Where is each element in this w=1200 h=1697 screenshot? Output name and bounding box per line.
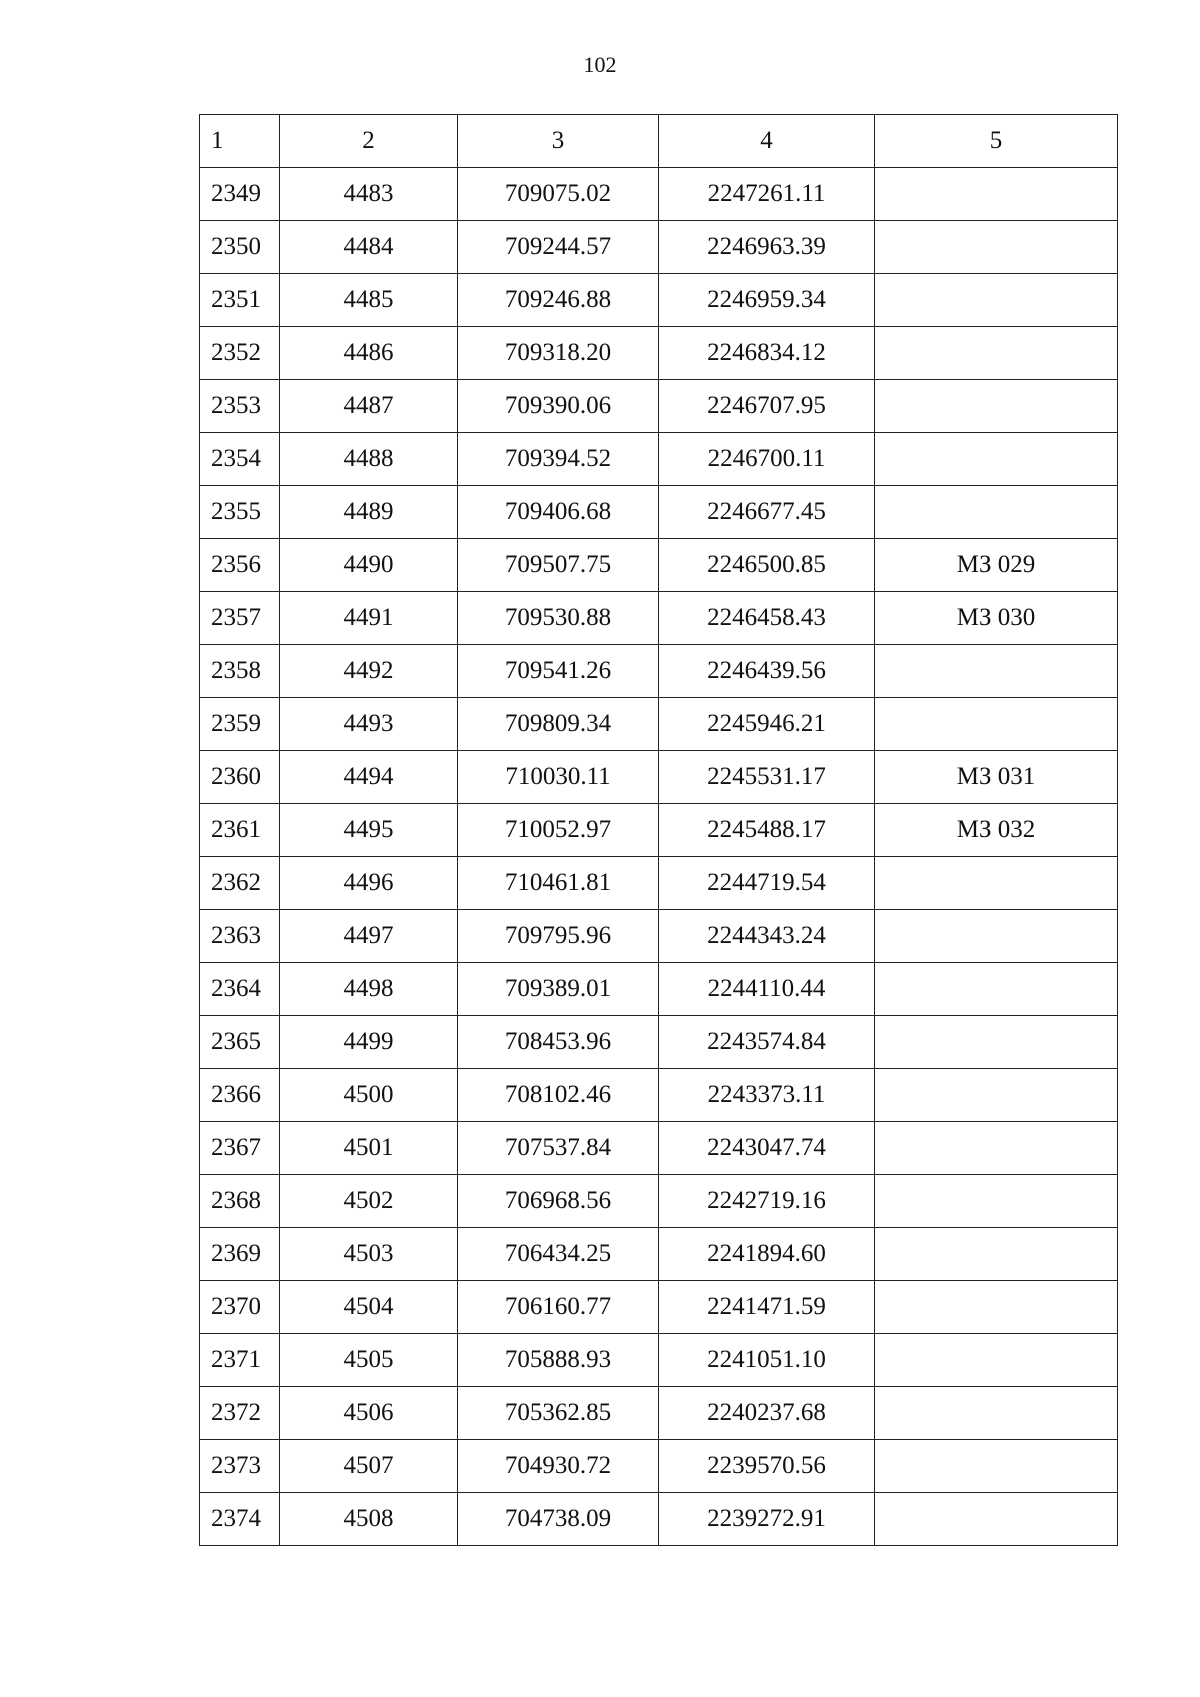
- table-body: [200, 115, 1118, 1546]
- x-coordinate-cell: 710030.11: [458, 751, 659, 804]
- point-number-cell: 4503: [280, 1228, 458, 1281]
- page-number: 102: [583, 52, 617, 77]
- table-row: [200, 1228, 1118, 1281]
- x-coordinate-cell: 709394.52: [458, 433, 659, 486]
- x-coordinate-cell: 709507.75: [458, 539, 659, 592]
- x-coordinate-cell: 708453.96: [458, 1016, 659, 1069]
- note-cell: [875, 698, 1118, 751]
- note-cell: [875, 168, 1118, 221]
- point-number-cell: 4490: [280, 539, 458, 592]
- header-cell-5: 5: [875, 115, 1118, 168]
- table-row: [200, 857, 1118, 910]
- x-coordinate-cell: 709530.88: [458, 592, 659, 645]
- table-row: [200, 1175, 1118, 1228]
- table-row: [200, 963, 1118, 1016]
- point-number-cell: 4485: [280, 274, 458, 327]
- table-row: [200, 804, 1118, 857]
- table-row: [200, 910, 1118, 963]
- x-coordinate-cell: 706968.56: [458, 1175, 659, 1228]
- table-row: [200, 327, 1118, 380]
- y-coordinate-cell: 2246500.85: [659, 539, 875, 592]
- y-coordinate-cell: 2245531.17: [659, 751, 875, 804]
- row-index-cell: 2359: [200, 698, 280, 751]
- note-cell: [875, 1493, 1118, 1546]
- y-coordinate-cell: 2246439.56: [659, 645, 875, 698]
- x-coordinate-cell: 710052.97: [458, 804, 659, 857]
- note-cell: [875, 486, 1118, 539]
- x-coordinate-cell: 709809.34: [458, 698, 659, 751]
- point-number-cell: 4508: [280, 1493, 458, 1546]
- y-coordinate-cell: 2246700.11: [659, 433, 875, 486]
- row-index-cell: 2372: [200, 1387, 280, 1440]
- y-coordinate-cell: 2246707.95: [659, 380, 875, 433]
- note-cell: [875, 857, 1118, 910]
- note-cell: [875, 1440, 1118, 1493]
- x-coordinate-cell: 709389.01: [458, 963, 659, 1016]
- row-index-cell: 2353: [200, 380, 280, 433]
- note-cell: МЗ 032: [875, 804, 1118, 857]
- y-coordinate-cell: 2243373.11: [659, 1069, 875, 1122]
- row-index-cell: 2370: [200, 1281, 280, 1334]
- point-number-cell: 4501: [280, 1122, 458, 1175]
- row-index-cell: 2357: [200, 592, 280, 645]
- y-coordinate-cell: 2241894.60: [659, 1228, 875, 1281]
- note-cell: [875, 1122, 1118, 1175]
- table-row: [200, 1440, 1118, 1493]
- point-number-cell: 4494: [280, 751, 458, 804]
- x-coordinate-cell: 709406.68: [458, 486, 659, 539]
- row-index-cell: 2358: [200, 645, 280, 698]
- note-cell: [875, 1334, 1118, 1387]
- y-coordinate-cell: 2243047.74: [659, 1122, 875, 1175]
- x-coordinate-cell: 709541.26: [458, 645, 659, 698]
- row-index-cell: 2351: [200, 274, 280, 327]
- note-cell: [875, 645, 1118, 698]
- table-row: [200, 592, 1118, 645]
- x-coordinate-cell: 705888.93: [458, 1334, 659, 1387]
- y-coordinate-cell: 2246834.12: [659, 327, 875, 380]
- point-number-cell: 4500: [280, 1069, 458, 1122]
- table-row: [200, 751, 1118, 804]
- header-cell-1: 1: [200, 115, 280, 168]
- point-number-cell: 4493: [280, 698, 458, 751]
- point-number-cell: 4507: [280, 1440, 458, 1493]
- table-row: [200, 486, 1118, 539]
- y-coordinate-cell: 2246458.43: [659, 592, 875, 645]
- x-coordinate-cell: 708102.46: [458, 1069, 659, 1122]
- row-index-cell: 2361: [200, 804, 280, 857]
- y-coordinate-cell: 2242719.16: [659, 1175, 875, 1228]
- x-coordinate-cell: 709795.96: [458, 910, 659, 963]
- y-coordinate-cell: 2239570.56: [659, 1440, 875, 1493]
- row-index-cell: 2355: [200, 486, 280, 539]
- y-coordinate-cell: 2239272.91: [659, 1493, 875, 1546]
- row-index-cell: 2368: [200, 1175, 280, 1228]
- point-number-cell: 4483: [280, 168, 458, 221]
- note-cell: [875, 910, 1118, 963]
- point-number-cell: 4502: [280, 1175, 458, 1228]
- note-cell: [875, 963, 1118, 1016]
- table-row: [200, 1334, 1118, 1387]
- row-index-cell: 2366: [200, 1069, 280, 1122]
- y-coordinate-cell: 2241471.59: [659, 1281, 875, 1334]
- y-coordinate-cell: 2247261.11: [659, 168, 875, 221]
- note-cell: [875, 1069, 1118, 1122]
- x-coordinate-cell: 704738.09: [458, 1493, 659, 1546]
- table-row: [200, 539, 1118, 592]
- coordinates-table: [199, 114, 1118, 1546]
- row-index-cell: 2360: [200, 751, 280, 804]
- note-cell: МЗ 030: [875, 592, 1118, 645]
- y-coordinate-cell: 2246963.39: [659, 221, 875, 274]
- table-row: [200, 1016, 1118, 1069]
- table-row: [200, 1281, 1118, 1334]
- x-coordinate-cell: 709244.57: [458, 221, 659, 274]
- row-index-cell: 2367: [200, 1122, 280, 1175]
- row-index-cell: 2356: [200, 539, 280, 592]
- table-row: [200, 645, 1118, 698]
- y-coordinate-cell: 2241051.10: [659, 1334, 875, 1387]
- note-cell: [875, 221, 1118, 274]
- point-number-cell: 4486: [280, 327, 458, 380]
- point-number-cell: 4504: [280, 1281, 458, 1334]
- note-cell: [875, 327, 1118, 380]
- x-coordinate-cell: 709390.06: [458, 380, 659, 433]
- x-coordinate-cell: 709318.20: [458, 327, 659, 380]
- table-row: [200, 1069, 1118, 1122]
- header-cell-4: 4: [659, 115, 875, 168]
- row-index-cell: 2354: [200, 433, 280, 486]
- x-coordinate-cell: 706160.77: [458, 1281, 659, 1334]
- point-number-cell: 4506: [280, 1387, 458, 1440]
- y-coordinate-cell: 2246677.45: [659, 486, 875, 539]
- row-index-cell: 2352: [200, 327, 280, 380]
- table-row: [200, 380, 1118, 433]
- header-cell-2: 2: [280, 115, 458, 168]
- y-coordinate-cell: 2246959.34: [659, 274, 875, 327]
- point-number-cell: 4491: [280, 592, 458, 645]
- table-header-row: [200, 115, 1118, 168]
- note-cell: [875, 380, 1118, 433]
- table-row: [200, 698, 1118, 751]
- point-number-cell: 4505: [280, 1334, 458, 1387]
- y-coordinate-cell: 2245488.17: [659, 804, 875, 857]
- table-row: [200, 1387, 1118, 1440]
- y-coordinate-cell: 2245946.21: [659, 698, 875, 751]
- x-coordinate-cell: 710461.81: [458, 857, 659, 910]
- row-index-cell: 2373: [200, 1440, 280, 1493]
- note-cell: [875, 433, 1118, 486]
- row-index-cell: 2371: [200, 1334, 280, 1387]
- row-index-cell: 2350: [200, 221, 280, 274]
- table-row: [200, 168, 1118, 221]
- y-coordinate-cell: 2244110.44: [659, 963, 875, 1016]
- header-cell-3: 3: [458, 115, 659, 168]
- row-index-cell: 2364: [200, 963, 280, 1016]
- table-row: [200, 221, 1118, 274]
- x-coordinate-cell: 709075.02: [458, 168, 659, 221]
- row-index-cell: 2374: [200, 1493, 280, 1546]
- note-cell: [875, 1387, 1118, 1440]
- table-row: [200, 274, 1118, 327]
- table-row: [200, 1122, 1118, 1175]
- x-coordinate-cell: 706434.25: [458, 1228, 659, 1281]
- point-number-cell: 4487: [280, 380, 458, 433]
- row-index-cell: 2365: [200, 1016, 280, 1069]
- note-cell: [875, 274, 1118, 327]
- note-cell: [875, 1016, 1118, 1069]
- point-number-cell: 4492: [280, 645, 458, 698]
- point-number-cell: 4495: [280, 804, 458, 857]
- note-cell: [875, 1281, 1118, 1334]
- y-coordinate-cell: 2243574.84: [659, 1016, 875, 1069]
- note-cell: [875, 1228, 1118, 1281]
- row-index-cell: 2363: [200, 910, 280, 963]
- row-index-cell: 2369: [200, 1228, 280, 1281]
- x-coordinate-cell: 707537.84: [458, 1122, 659, 1175]
- point-number-cell: 4496: [280, 857, 458, 910]
- y-coordinate-cell: 2244719.54: [659, 857, 875, 910]
- point-number-cell: 4498: [280, 963, 458, 1016]
- point-number-cell: 4488: [280, 433, 458, 486]
- row-index-cell: 2362: [200, 857, 280, 910]
- x-coordinate-cell: 705362.85: [458, 1387, 659, 1440]
- table-row: [200, 433, 1118, 486]
- note-cell: [875, 1175, 1118, 1228]
- note-cell: МЗ 031: [875, 751, 1118, 804]
- point-number-cell: 4499: [280, 1016, 458, 1069]
- row-index-cell: 2349: [200, 168, 280, 221]
- point-number-cell: 4489: [280, 486, 458, 539]
- y-coordinate-cell: 2244343.24: [659, 910, 875, 963]
- x-coordinate-cell: 704930.72: [458, 1440, 659, 1493]
- table-row: [200, 1493, 1118, 1546]
- note-cell: МЗ 029: [875, 539, 1118, 592]
- x-coordinate-cell: 709246.88: [458, 274, 659, 327]
- point-number-cell: 4484: [280, 221, 458, 274]
- y-coordinate-cell: 2240237.68: [659, 1387, 875, 1440]
- point-number-cell: 4497: [280, 910, 458, 963]
